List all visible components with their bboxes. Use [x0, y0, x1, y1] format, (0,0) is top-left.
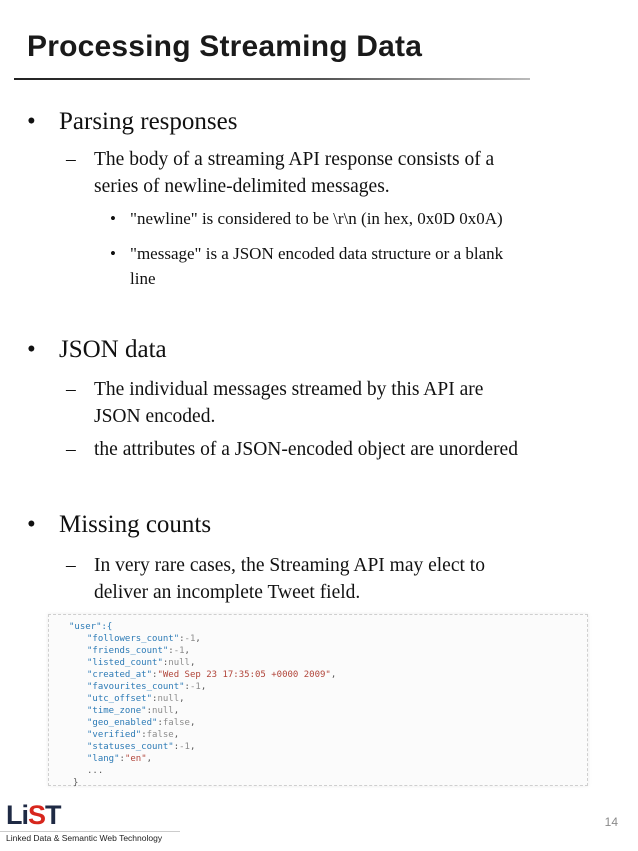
code-end: ,	[189, 718, 196, 728]
code-end: ,	[330, 670, 337, 680]
bullet-parsing-responses	[27, 108, 237, 136]
bullet-text: Parsing responses	[59, 108, 238, 135]
sub-sub-bullet-newline	[110, 206, 503, 231]
code-sep: :	[152, 694, 158, 704]
code-sep: :	[179, 634, 185, 644]
sub-sub-bullet-line: "newline" is considered to be \r\n (in hex, 0x0D 0x0A)	[130, 209, 503, 228]
sub-sub-bullet-message	[110, 241, 503, 291]
dash-marker: –	[66, 149, 76, 170]
code-end: ,	[173, 706, 180, 716]
logo-subtitle: Linked Data & Semantic Web Technology	[6, 833, 163, 843]
code-end: ,	[189, 742, 196, 752]
code-field-line	[49, 669, 587, 681]
code-key: "geo_enabled"	[87, 718, 158, 728]
code-sep: :	[141, 730, 147, 740]
title-underline	[14, 78, 530, 80]
code-sep: :	[119, 754, 125, 764]
dash-marker: –	[66, 555, 76, 576]
code-open: "user":{	[69, 622, 113, 632]
code-end: ,	[200, 682, 207, 692]
code-field-line	[49, 729, 587, 741]
code-value: -1	[184, 634, 196, 644]
code-value: -1	[173, 646, 185, 656]
code-value: "en"	[124, 754, 147, 764]
code-key: "utc_offset"	[87, 694, 153, 704]
code-sep: :	[152, 670, 158, 680]
code-end: ,	[184, 646, 190, 656]
bullet-marker: •	[27, 336, 36, 363]
sub-sub-bullet-line: "message" is a JSON encoded data structure or a blank	[130, 244, 504, 263]
sub-bullet-line: The individual messages streamed by this API are	[94, 379, 484, 400]
code-ellipsis-line	[49, 765, 587, 777]
sub-bullet-attributes-unordered	[66, 436, 518, 463]
bullet-text: Missing counts	[59, 511, 212, 538]
code-value: null	[157, 694, 180, 704]
logo-text-t: T	[45, 800, 61, 830]
code-field-line	[49, 753, 587, 765]
code-key: "listed_count"	[87, 658, 163, 668]
bullet-marker: •	[110, 209, 116, 228]
code-field-line	[49, 681, 587, 693]
slide-title: Processing Streaming Data	[27, 30, 423, 63]
code-value: false	[146, 730, 174, 740]
code-close: }	[73, 778, 79, 788]
code-fields	[49, 633, 587, 765]
sub-bullet-line: the attributes of a JSON-encoded object are unordered	[94, 439, 518, 460]
bullet-missing-counts	[27, 511, 211, 539]
sub-bullet-line: series of newline-delimited messages.	[94, 176, 390, 197]
code-field-line	[49, 693, 587, 705]
code-end: ,	[173, 730, 180, 740]
code-sep: :	[173, 742, 180, 752]
code-end: ,	[195, 634, 201, 644]
logo-text-li: Li	[6, 800, 28, 830]
sub-sub-bullet-line: line	[130, 269, 156, 288]
code-value: -1	[189, 682, 201, 692]
code-field-line	[49, 657, 587, 669]
code-key: "statuses_count"	[87, 742, 174, 752]
sub-bullet-line: JSON encoded.	[94, 406, 216, 427]
list-logo	[6, 800, 61, 831]
code-ellipsis: ...	[87, 766, 104, 776]
code-value: null	[152, 706, 174, 716]
bullet-marker: •	[27, 511, 36, 538]
code-end: ,	[146, 754, 153, 764]
code-sep: :	[168, 646, 174, 656]
sub-bullet-line: The body of a streaming API response consists of a	[94, 149, 495, 170]
dash-marker: –	[66, 439, 76, 460]
code-key: "lang"	[87, 754, 120, 764]
code-sep: :	[157, 718, 163, 728]
code-end: ,	[179, 694, 185, 704]
code-sep: :	[184, 682, 190, 692]
code-close-line	[49, 777, 587, 789]
sub-bullet-line: In very rare cases, the Streaming API may elect to	[94, 555, 485, 576]
sub-bullet-rare-cases	[66, 552, 485, 606]
code-value: "Wed Sep 23 17:35:05 +0000 2009"	[157, 670, 331, 680]
dash-marker: –	[66, 379, 76, 400]
code-end: ,	[189, 658, 196, 668]
code-key: "favourites_count"	[87, 682, 185, 692]
sub-bullet-individual-messages	[66, 376, 483, 430]
code-sep: :	[146, 706, 153, 716]
footer-separator	[0, 831, 180, 832]
code-value: null	[168, 658, 190, 668]
bullet-text: JSON data	[59, 336, 167, 363]
code-key: "followers_count"	[87, 634, 180, 644]
code-key: "time_zone"	[87, 706, 147, 716]
code-field-line	[49, 645, 587, 657]
bullet-marker: •	[110, 244, 116, 263]
code-value: false	[162, 718, 190, 728]
json-code-sample	[48, 614, 588, 786]
code-field-line	[49, 741, 587, 753]
page-number: 14	[604, 815, 618, 829]
sub-bullet-line: deliver an incomplete Tweet field.	[94, 582, 361, 603]
code-key: "friends_count"	[87, 646, 169, 656]
bullet-marker: •	[27, 108, 36, 135]
code-open-line	[49, 621, 587, 633]
code-field-line	[49, 633, 587, 645]
sub-bullet-body-streaming	[66, 146, 494, 200]
code-sep: :	[162, 658, 169, 668]
bullet-json-data	[27, 336, 167, 364]
code-key: "verified"	[87, 730, 142, 740]
code-value: -1	[179, 742, 190, 752]
code-field-line	[49, 705, 587, 717]
code-field-line	[49, 717, 587, 729]
code-key: "created_at"	[87, 670, 153, 680]
logo-text-s: S	[28, 800, 46, 830]
